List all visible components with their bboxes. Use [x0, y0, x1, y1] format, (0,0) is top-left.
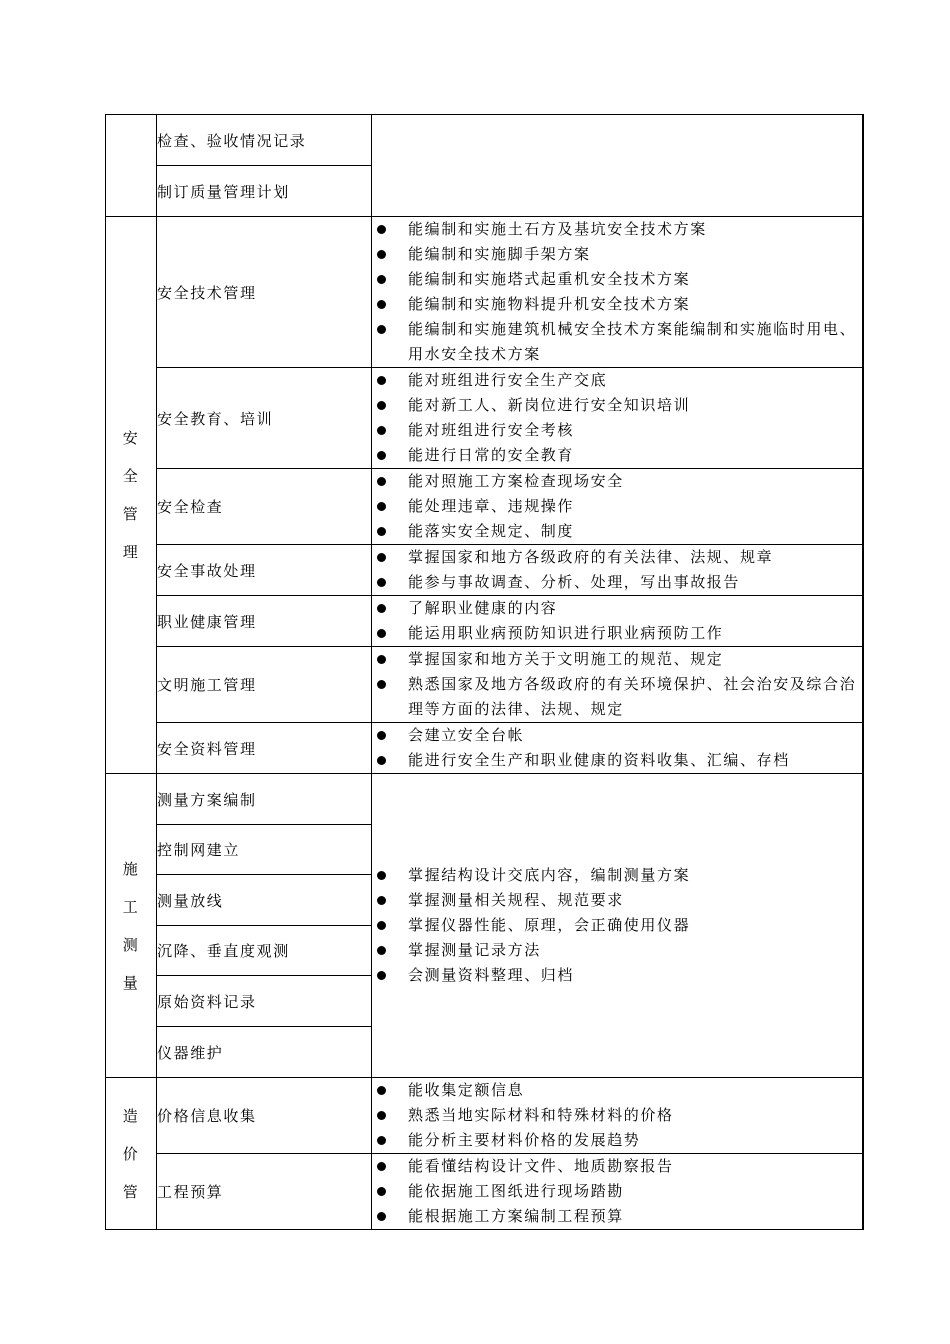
item-cell: 安全教育、培训	[157, 368, 372, 469]
item-cell: 原始资料记录	[157, 976, 372, 1027]
skill-item: 掌握结构设计交底内容，编制测量方案	[372, 863, 862, 888]
category-char: 价	[122, 1144, 140, 1163]
table-row	[106, 1154, 863, 1230]
skills-cell	[372, 596, 863, 647]
category-char: 量	[122, 973, 140, 992]
category-char: 施	[122, 859, 140, 878]
skill-item: 能编制和实施建筑机械安全技术方案能编制和实施临时用电、用水安全技术方案	[372, 317, 862, 367]
category-cell-survey	[106, 774, 157, 1078]
table-row	[106, 469, 863, 545]
skills-cell	[372, 774, 863, 1078]
table-row	[106, 115, 863, 166]
category-char: 工	[122, 897, 140, 916]
skills-cell	[372, 723, 863, 774]
item-cell: 仪器维护	[157, 1027, 372, 1078]
skill-item: 能运用职业病预防知识进行职业病预防工作	[372, 621, 862, 646]
item-cell: 制订质量管理计划	[157, 166, 372, 217]
category-char: 全	[122, 467, 140, 485]
skill-item: 能依据施工图纸进行现场踏勘	[372, 1179, 862, 1204]
skill-item: 掌握测量相关规程、规范要求	[372, 888, 862, 913]
category-cell-cost	[106, 1078, 157, 1230]
skill-item: 能对新工人、新岗位进行安全知识培训	[372, 393, 862, 418]
skills-cell-empty	[372, 115, 863, 217]
table-row	[106, 647, 863, 723]
skills-cell	[372, 545, 863, 596]
skill-item: 了解职业健康的内容	[372, 596, 862, 621]
category-char: 安	[122, 429, 140, 447]
item-cell: 测量方案编制	[157, 774, 372, 825]
skill-item: 能对照施工方案检查现场安全	[372, 469, 862, 494]
skill-item: 熟悉国家及地方各级政府的有关环境保护、社会治安及综合治理等方面的法律、法规、规定	[372, 672, 862, 722]
skills-cell	[372, 217, 863, 368]
skills-cell	[372, 1154, 863, 1230]
skill-item: 能编制和实施塔式起重机安全技术方案	[372, 267, 862, 292]
category-char: 理	[122, 543, 140, 561]
category-char: 管	[122, 1182, 140, 1201]
category-cell-empty	[106, 115, 157, 217]
skill-item: 能编制和实施物料提升机安全技术方案	[372, 292, 862, 317]
item-cell: 安全事故处理	[157, 545, 372, 596]
skill-item: 会建立安全台帐	[372, 723, 862, 748]
competency-table	[105, 114, 864, 1230]
item-cell: 价格信息收集	[157, 1078, 372, 1154]
skill-item: 熟悉当地实际材料和特殊材料的价格	[372, 1103, 862, 1128]
category-cell-safety	[106, 217, 157, 774]
skill-item: 掌握仪器性能、原理，会正确使用仪器	[372, 913, 862, 938]
table-row	[106, 217, 863, 368]
item-cell: 安全资料管理	[157, 723, 372, 774]
skill-item: 掌握国家和地方关于文明施工的规范、规定	[372, 647, 862, 672]
category-char: 管	[122, 505, 140, 523]
category-char: 造	[122, 1106, 140, 1125]
item-cell: 测量放线	[157, 875, 372, 926]
skill-item: 能对班组进行安全考核	[372, 418, 862, 443]
item-cell: 沉降、垂直度观测	[157, 926, 372, 976]
item-cell: 安全检查	[157, 469, 372, 545]
skill-item: 能编制和实施脚手架方案	[372, 242, 862, 267]
item-cell: 工程预算	[157, 1154, 372, 1230]
item-cell: 安全技术管理	[157, 217, 372, 368]
item-cell: 文明施工管理	[157, 647, 372, 723]
item-cell: 职业健康管理	[157, 596, 372, 647]
skills-cell	[372, 647, 863, 723]
skill-item: 掌握国家和地方各级政府的有关法律、法规、规章	[372, 545, 862, 570]
category-char: 测	[122, 935, 140, 954]
item-cell: 控制网建立	[157, 825, 372, 875]
skill-item: 能对班组进行安全生产交底	[372, 368, 862, 393]
table-row	[106, 545, 863, 596]
skill-item: 会测量资料整理、归档	[372, 963, 862, 988]
skill-item: 能处理违章、违规操作	[372, 494, 862, 519]
skills-cell	[372, 469, 863, 545]
skill-item: 掌握测量记录方法	[372, 938, 862, 963]
skill-item: 能看懂结构设计文件、地质勘察报告	[372, 1154, 862, 1179]
skill-item: 能编制和实施土石方及基坑安全技术方案	[372, 217, 862, 242]
skill-item: 能进行安全生产和职业健康的资料收集、汇编、存档	[372, 748, 862, 773]
skill-item: 能参与事故调查、分析、处理，写出事故报告	[372, 570, 862, 595]
table-row	[106, 774, 863, 825]
skill-item: 能收集定额信息	[372, 1078, 862, 1103]
skills-cell	[372, 368, 863, 469]
skill-item: 能根据施工方案编制工程预算	[372, 1204, 862, 1229]
skills-cell	[372, 1078, 863, 1154]
table-row	[106, 596, 863, 647]
item-cell: 检查、验收情况记录	[157, 115, 372, 166]
skill-item: 能分析主要材料价格的发展趋势	[372, 1128, 862, 1153]
skill-item: 能进行日常的安全教育	[372, 443, 862, 468]
table-row	[106, 368, 863, 469]
table-row	[106, 723, 863, 774]
table-row	[106, 1078, 863, 1154]
skill-item: 能落实安全规定、制度	[372, 519, 862, 544]
